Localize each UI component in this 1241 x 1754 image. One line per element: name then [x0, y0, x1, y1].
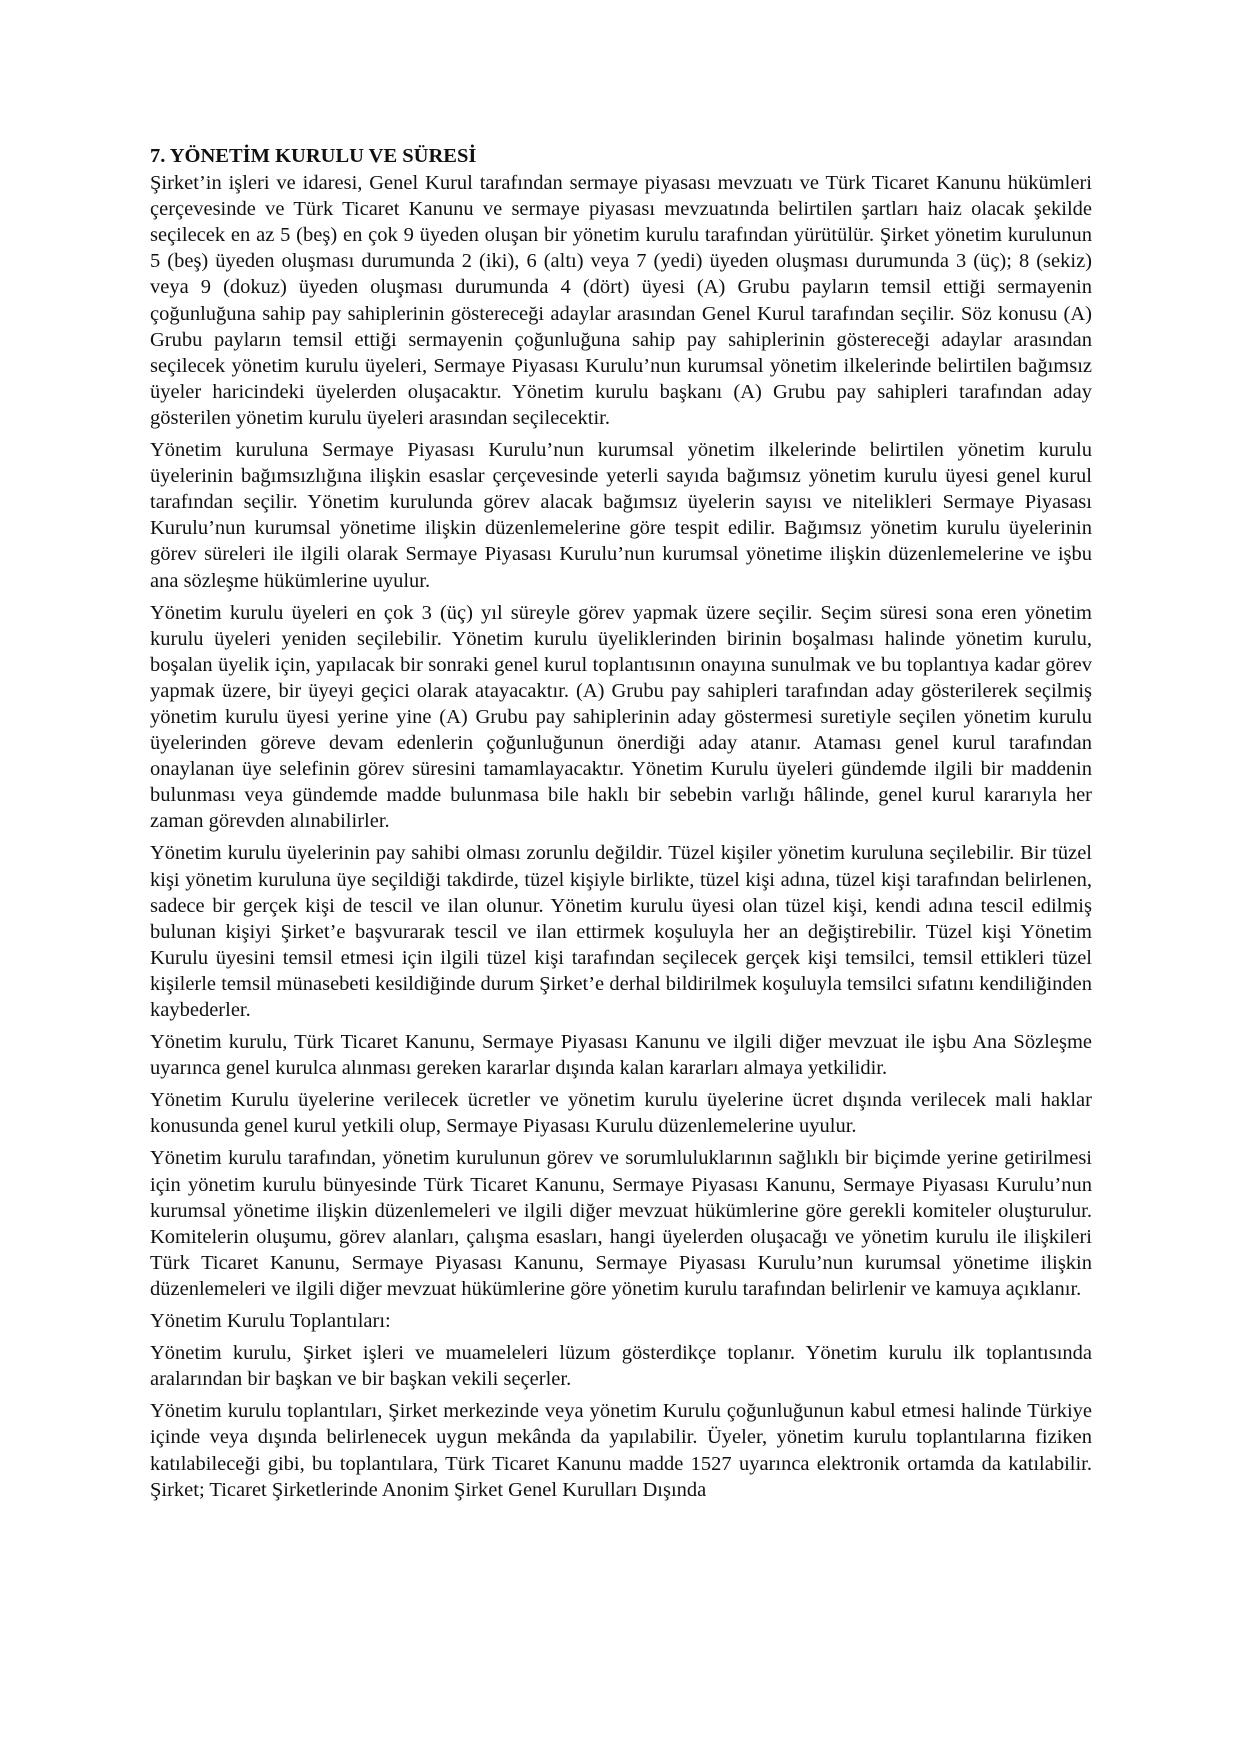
paragraph-board-composition: Şirket’in işleri ve idaresi, Genel Kurul tarafından sermaye piyasası mevzuatı ve Türk Ticaret Kanunu hükümleri çerçevesinde ve Türk Ticaret Kanunu ve sermaye piyasası mevzuatında belirtilen şartları haiz olacak şekilde seçilecek en az 5 (beş) en çok 9 üyeden oluşan bir yönetim kurulu tarafından yürütülür. Şirket yönetim kurulunun 5 (beş) üyeden oluşması durumunda 2 (iki), 6 (altı) veya 7 (yedi) üyeden oluşması durumunda 3 (üç); 8 (sekiz) veya 9 (dokuz) üyeden oluşması durumunda 4 (dört) üyesi (A) Grubu payların temsil ettiği sermayenin çoğunluğuna sahip pay sahiplerinin göstereceği adaylar arasından Genel Kurul tarafından seçilir. Söz konusu (A) Grubu payların temsil ettiği sermayenin çoğunluğuna sahip pay sahiplerinin göstereceği adaylar arasından seçilecek yönetim kurulu üyeleri, Sermaye Piyasası Kurulu’nun kurumsal yönetim ilkelerinde belirtilen bağımsız üyeler haricindeki üyelerden oluşacaktır. Yönetim kurulu başkanı (A) Grubu pay sahipleri tarafından aday gösterilen yönetim kurulu üyeleri arasından seçilecektir.: [150, 172, 1092, 429]
paragraph-legal-entity-members: Yönetim kurulu üyelerinin pay sahibi olması zorunlu değildir. Tüzel kişiler yönetim kuruluna seçilebilir. Bir tüzel kişi yönetim kuruluna üye seçildiği takdirde, tüzel kişiyle birlikte, tüzel kişi adına, tüzel kişi tarafından belirlenen, sadece bir gerçek kişi de tescil ve ilan olunur. Yönetim kurulu üyesi olan tüzel kişi, kendi adına tescil edilmiş bulunan kişiyi Şirket’e başvurarak tescil ve ilan ettirmek koşuluyla her an değiştirebilir. Tüzel kişi Yönetim Kurulu üyesini temsil etmesi için ilgili tüzel kişi tarafından seçilecek gerçek kişi temsilci, temsil ettikleri tüzel kişilerle temsil münasebeti kesildiğinde durum Şirket’e derhal bildirilmek koşuluyla temsilci sıfatını kendiliğinden kaybederler.: [150, 842, 1092, 1021]
paragraph-board-remuneration: Yönetim Kurulu üyelerine verilecek ücretler ve yönetim kurulu üyelerine ücret dışında verilecek mali haklar konusunda genel kurul yetkili olup, Sermaye Piyasası Kurulu düzenlemelerine uyulur.: [150, 1089, 1092, 1138]
paragraph-committees: Yönetim kurulu tarafından, yönetim kurulunun görev ve sorumluluklarının sağlıklı bir biçimde yerine getirilmesi için yönetim kurulu bünyesinde Türk Ticaret Kanunu, Sermaye Piyasası Kanunu, Sermaye Piyasası Kurulu’nun kurumsal yönetime ilişkin düzenlemeleri ve ilgili diğer mevzuat hükümlerine göre gerekli komiteler oluşturulur. Komitelerin oluşumu, görev alanları, çalışma esasları, hangi üyelerden oluşacağı ve yönetim kurulu ile ilişkileri Türk Ticaret Kanunu, Sermaye Piyasası Kanunu, Sermaye Piyasası Kurulu’nun kurumsal yönetime ilişkin düzenlemeleri ve ilgili diğer mevzuat hükümlerine göre yönetim kurulu tarafından belirlenir ve kamuya açıklanır.: [150, 1147, 1092, 1300]
section-heading: 7. YÖNETİM KURULU VE SÜRESİ: [150, 145, 477, 167]
paragraph-independent-members: Yönetim kuruluna Sermaye Piyasası Kurulu’nun kurumsal yönetim ilkelerinde belirtilen yönetim kurulu üyelerinin bağımsızlığına ilişkin esaslar çerçevesinde yeterli sayıda bağımsız yönetim kurulu üyesi genel kurul tarafından seçilir. Yönetim kurulunda görev alacak bağımsız üyelerin sayısı ve nitelikleri Sermaye Piyasası Kurulu’nun kurumsal yönetime ilişkin düzenlemelerine göre tespit edilir. Bağımsız yönetim kurulu üyelerinin görev süreleri ile ilgili olarak Sermaye Piyasası Kurulu’nun kurumsal yönetime ilişkin düzenlemelerine ve işbu ana sözleşme hükümlerine uyulur.: [150, 439, 1092, 592]
paragraph-meeting-location: Yönetim kurulu toplantıları, Şirket merkezinde veya yönetim Kurulu çoğunluğunun kabul etmesi halinde Türkiye içinde veya dışında belirlenecek uygun mekânda da yapılabilir. Üyeler, yönetim kurulu toplantılarına fiziken katılabileceği gibi, bu toplantılara, Türk Ticaret Kanunu madde 1527 uyarınca elektronik ortamda da katılabilir. Şirket; Ticaret Şirketlerinde Anonim Şirket Genel Kurulları Dışında: [150, 1400, 1092, 1501]
paragraph-meeting-frequency: Yönetim kurulu, Şirket işleri ve muameleleri lüzum gösterdikçe toplanır. Yönetim kurulu ilk toplantısında aralarından bir başkan ve bir başkan vekili seçerler.: [150, 1342, 1092, 1391]
paragraph-term-of-office: Yönetim kurulu üyeleri en çok 3 (üç) yıl süreyle görev yapmak üzere seçilir. Seçim süresi sona eren yönetim kurulu üyeleri yeniden seçilebilir. Yönetim kurulu üyeliklerinden birinin boşalması halinde yönetim kurulu, boşalan üyelik için, yapılacak bir sonraki genel kurul toplantısının onayına sunulmak ve bu toplantıya kadar görev yapmak üzere, bir üyeyi geçici olarak atayacaktır. (A) Grubu pay sahipleri tarafından aday gösterilerek seçilmiş yönetim kurulu üyesi yerine yine (A) Grubu pay sahiplerinin aday göstermesi suretiyle seçilen yönetim kurulu üyelerinden göreve devam edenlerin çoğunluğunun önerdiği aday atanır. Ataması genel kurul tarafından onaylanan üye selefinin görev süresini tamamlayacaktır. Yönetim Kurulu üyeleri gündemde ilgili bir maddenin bulunması veya gündemde madde bulunmasa bile haklı bir sebebin varlığı hâlinde, genel kurul kararıyla her zaman görevden alınabilirler.: [150, 601, 1092, 833]
document-page: [150, 143, 1092, 1503]
subheading-board-meetings: Yönetim Kurulu Toplantıları:: [150, 1310, 391, 1333]
paragraph-board-authority: Yönetim kurulu, Türk Ticaret Kanunu, Sermaye Piyasası Kanunu ve ilgili diğer mevzuat ile işbu Ana Sözleşme uyarınca genel kurulca alınması gereken kararlar dışında kalan kararları almaya yetkilidir.: [150, 1031, 1092, 1080]
